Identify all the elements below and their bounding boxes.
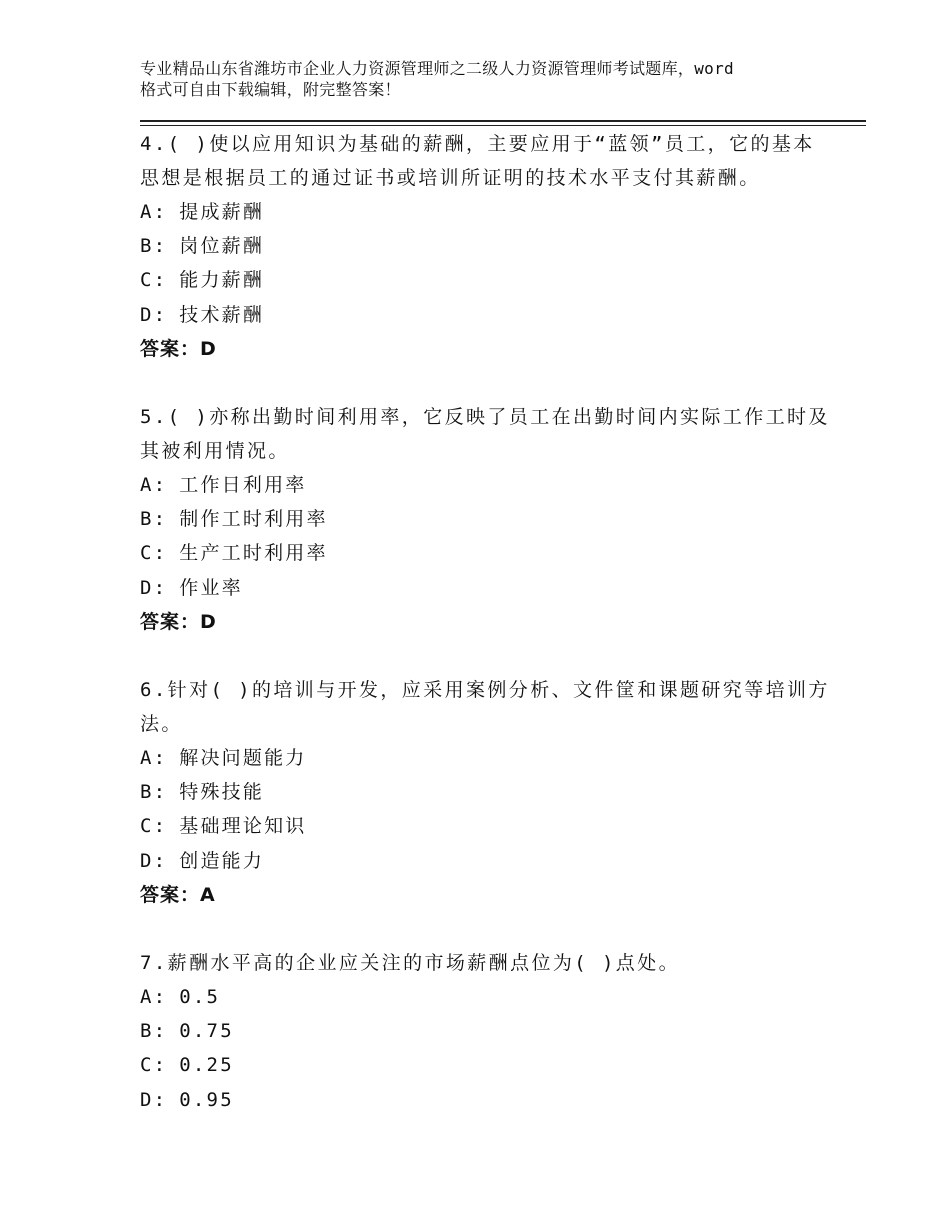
option-text: 制作工时利用率 [179, 508, 328, 531]
header-line-2: 格式可自由下载编辑，附完整答案！ [140, 80, 401, 99]
option-text: 解决问题能力 [179, 747, 307, 769]
question-stem: 7.薪酬水平高的企业应关注的市场薪酬点位为( )点处。 [140, 952, 680, 974]
option-text: 0.95 [179, 1088, 234, 1111]
option-b[interactable] [140, 775, 830, 809]
question-5 [140, 400, 830, 639]
document-header [140, 58, 860, 100]
header-divider-thin [140, 125, 866, 126]
option-key: A: [140, 986, 168, 1008]
header-line-1: 专业精品山东省潍坊市企业人力资源管理师之二级人力资源管理师考试题库，word [140, 59, 734, 78]
option-text: 特殊技能 [179, 781, 265, 804]
option-key: D: [140, 1088, 168, 1111]
option-a[interactable] [140, 195, 830, 229]
option-key: B: [140, 1020, 168, 1043]
option-text: 工作日利用率 [179, 474, 307, 496]
option-text: 创造能力 [179, 849, 265, 872]
option-b[interactable] [140, 1014, 830, 1048]
option-key: D: [140, 303, 168, 326]
question-stem: 4.( )使以应用知识为基础的薪酬，主要应用于“蓝领”员工，它的基本思想是根据员工的通过证书或培训所证明的技术水平支付其薪酬。 [140, 133, 815, 189]
question-7 [140, 946, 830, 1117]
option-d[interactable] [140, 571, 830, 605]
option-text: 0.5 [179, 986, 221, 1008]
option-key: C: [140, 1054, 168, 1077]
option-key: C: [140, 815, 168, 838]
answer-line: 答案：A [140, 883, 216, 906]
option-c[interactable] [140, 263, 830, 297]
answer-line: 答案：D [140, 610, 217, 633]
option-c[interactable] [140, 1048, 830, 1082]
header-divider-thick [140, 120, 866, 122]
option-text: 能力薪酬 [179, 269, 265, 292]
question-6 [140, 673, 830, 912]
question-4 [140, 127, 830, 366]
option-a[interactable] [140, 980, 830, 1014]
option-c[interactable] [140, 536, 830, 570]
question-stem: 6.针对( )的培训与开发，应采用案例分析、文件筐和课题研究等培训方法。 [140, 679, 830, 735]
option-key: A: [140, 747, 168, 769]
option-b[interactable] [140, 502, 830, 536]
option-d[interactable] [140, 298, 830, 332]
option-text: 0.25 [179, 1054, 234, 1077]
option-text: 提成薪酬 [179, 201, 265, 223]
option-key: C: [140, 542, 168, 565]
answer-line: 答案：D [140, 337, 217, 360]
option-text: 作业率 [179, 576, 243, 599]
option-key: D: [140, 576, 168, 599]
option-text: 岗位薪酬 [179, 235, 265, 258]
option-key: B: [140, 235, 168, 258]
option-key: B: [140, 508, 168, 531]
option-key: A: [140, 201, 168, 223]
option-c[interactable] [140, 809, 830, 843]
option-a[interactable] [140, 741, 830, 775]
option-b[interactable] [140, 229, 830, 263]
question-stem: 5.( )亦称出勤时间利用率，它反映了员工在出勤时间内实际工作工时及其被利用情况。 [140, 406, 830, 462]
option-text: 生产工时利用率 [179, 542, 328, 565]
option-text: 基础理论知识 [179, 815, 307, 838]
option-d[interactable] [140, 844, 830, 878]
option-a[interactable] [140, 468, 830, 502]
option-d[interactable] [140, 1083, 830, 1117]
option-text: 0.75 [179, 1020, 234, 1043]
option-key: A: [140, 474, 168, 496]
option-key: B: [140, 781, 168, 804]
option-key: D: [140, 849, 168, 872]
option-key: C: [140, 269, 168, 292]
option-text: 技术薪酬 [179, 303, 265, 326]
